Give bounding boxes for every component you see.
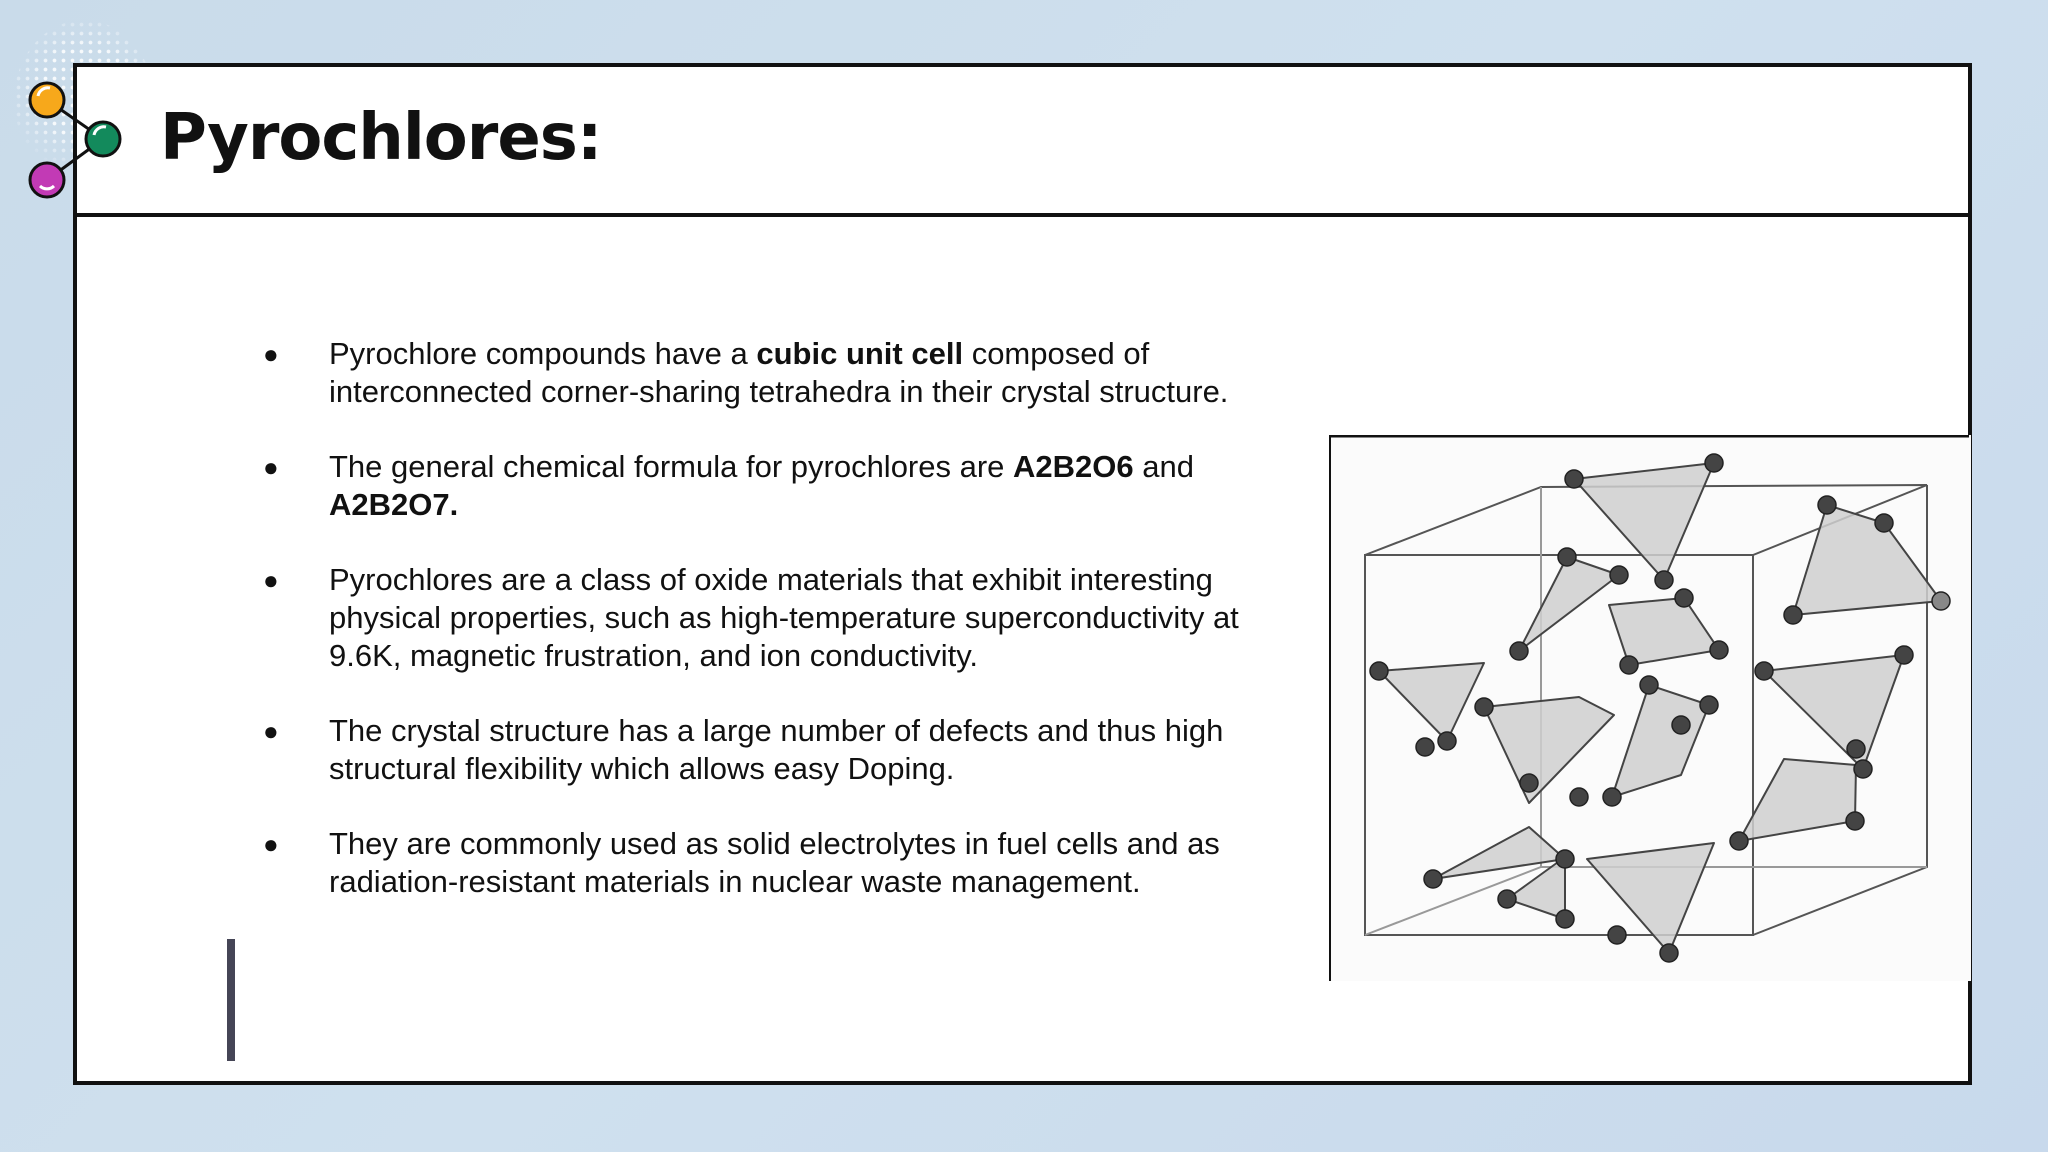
title-bar [77,67,1968,217]
bullet-text: The crystal structure has a large number of defects and thus high structural flexibility which allows easy Doping. [329,713,1224,786]
bullet-icon: ● [263,716,279,746]
bullet-item-2 [247,448,1267,524]
bullet-bold-text: A2B2O6 [1013,449,1134,484]
accent-bar [227,939,235,1061]
slide-title: Pyrochlores: [160,101,602,175]
bullet-list [247,335,1267,938]
bullet-icon: ● [263,339,279,369]
slide-card [73,63,1972,1085]
bullet-item-4 [247,712,1267,788]
bullet-bold-text: A2B2O7. [329,487,459,522]
bullet-text: and [1133,449,1194,484]
pyrochlore-crystal-structure-diagram [1329,435,1971,981]
bullet-item-1 [247,335,1267,411]
bullet-icon: ● [263,829,279,859]
bullet-bold-text: cubic unit cell [756,336,964,371]
bullet-item-5 [247,825,1267,901]
bullet-text: composed of interconnected corner-sharing tetrahedra in their crystal structure. [329,336,1229,409]
bullet-item-3 [247,561,1267,675]
bullet-text: Pyrochlores are a class of oxide materials that exhibit interesting physical properties, such as high-temperature superconductivity at 9.6K, magnetic frustration, and ion conductivity. [329,562,1239,673]
molecule-icon [20,70,130,210]
bullet-icon: ● [263,452,279,482]
bullet-text: The general chemical formula for pyrochlores are [329,449,1014,484]
bullet-icon: ● [263,565,279,595]
bullet-text: Pyrochlore compounds have a [329,336,757,371]
bullet-text: They are commonly used as solid electrolytes in fuel cells and as radiation-resistant materials in nuclear waste management. [329,826,1220,899]
